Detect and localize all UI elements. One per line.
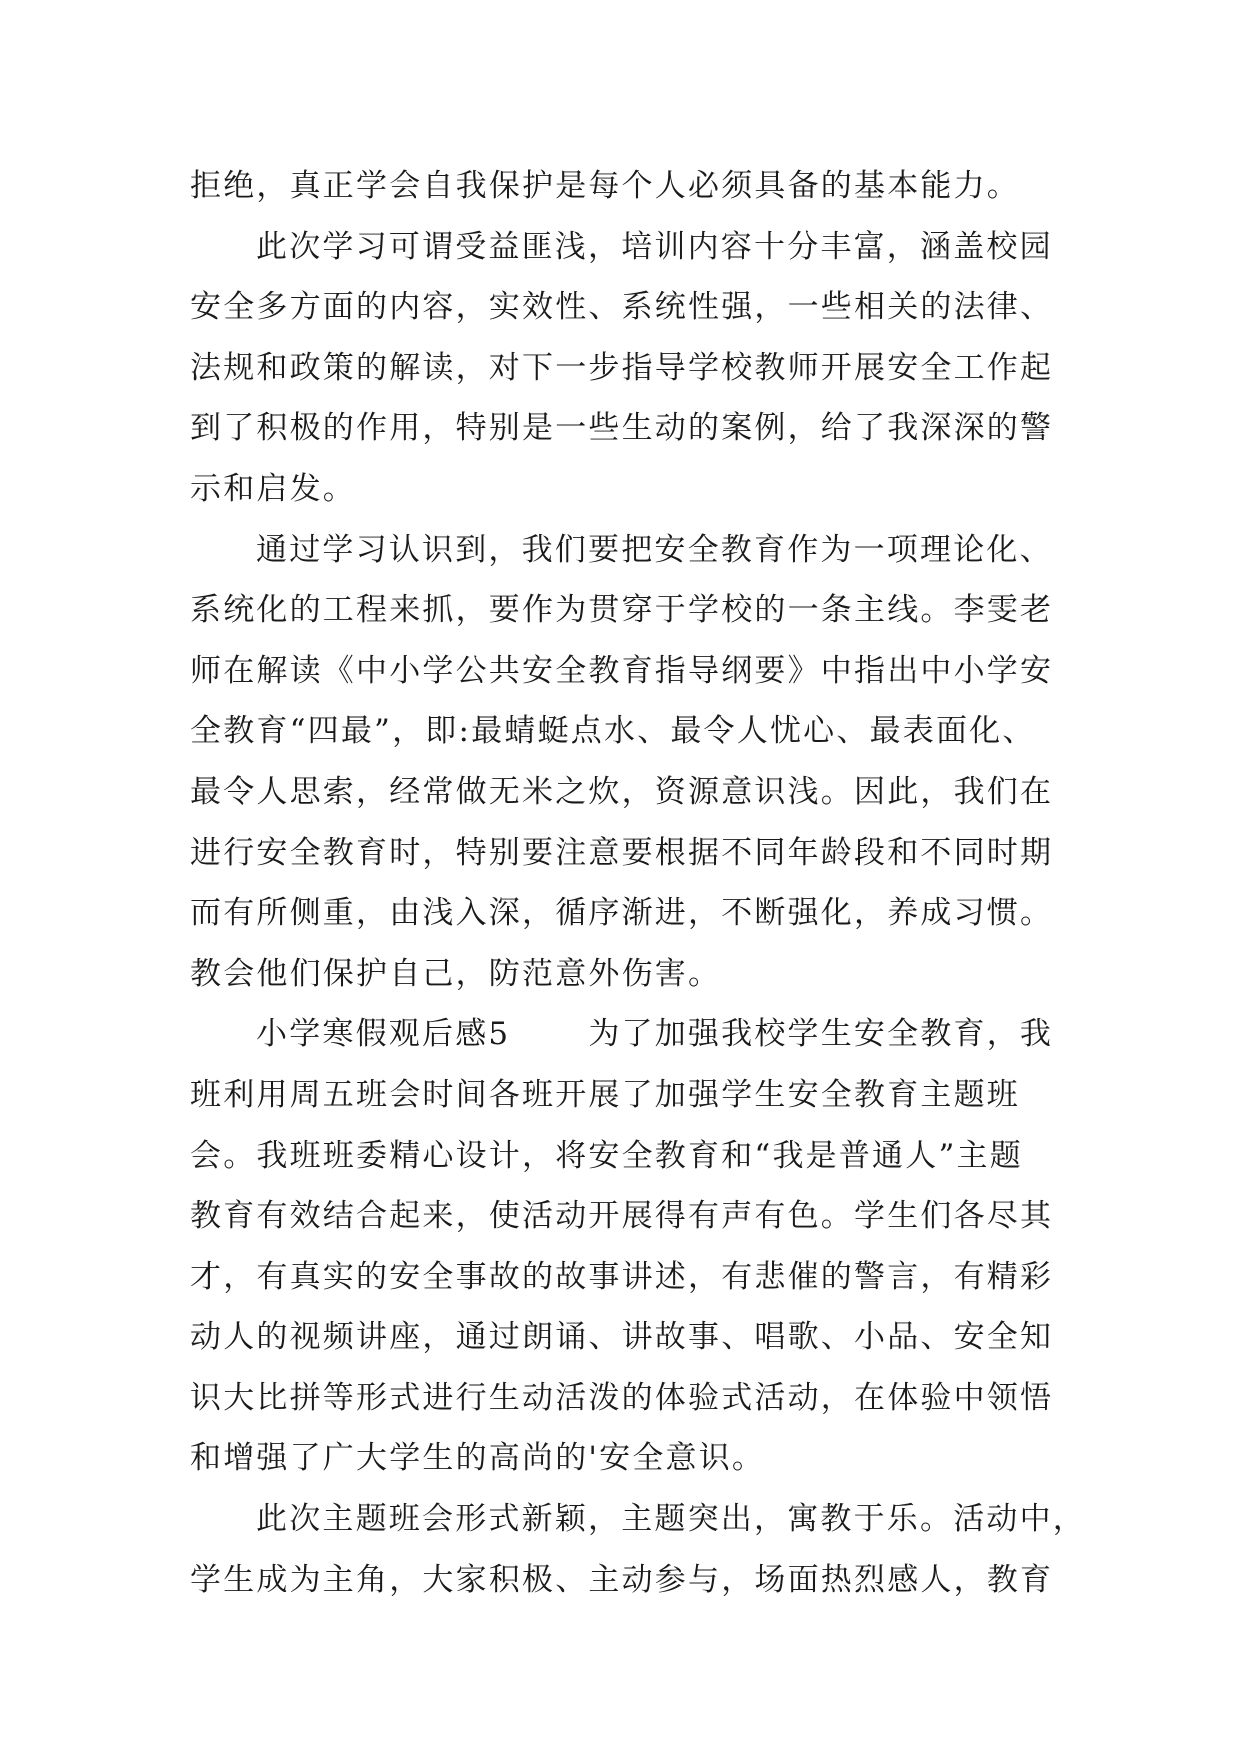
paragraph-3 [190,520,1090,1005]
text-line: 师在解读《中小学公共安全教育指导纲要》中指出中小学安 [190,652,1054,689]
text-line: 此次学习可谓受益匪浅，培训内容十分丰富，涵盖校园 [256,228,1053,265]
text-line: 和增强了广大学生的高尚的'安全意识。 [190,1440,766,1477]
text-line-with-heading [190,1004,1090,1065]
text-line: 拒绝，真正学会自我保护是每个人必须具备的基本能力。 [190,168,1020,204]
text-line: 进行安全教育时，特别要注意要根据不同年龄段和不同时期 [190,834,1054,871]
text-line: 才，有真实的安全事故的故事讲述，有悲催的警言，有精彩 [190,1258,1054,1295]
paragraph-5 [190,1489,1090,1610]
text-line: 会。我班班委精心设计，将安全教育和“我是普通人”主题 [190,1137,1023,1174]
text-line: 安全多方面的内容，实效性、系统性强，一些相关的法律、 [190,289,1054,326]
text-line: 动人的视频讲座，通过朗诵、讲故事、唱歌、小品、安全知 [190,1319,1054,1356]
text-line: 识大比拼等形式进行生动活泼的体验式活动，在体验中领悟 [190,1379,1054,1416]
text-line: 系统化的工程来抓，要作为贯穿于学校的一条主线。李雯老 [190,592,1054,629]
text-line: 而有所侧重，由浅入深，循序渐进，不断强化，养成习惯。 [190,895,1054,932]
text-line: 教会他们保护自己，防范意外伤害。 [190,955,722,992]
document-body [190,156,1090,1610]
text-line: 到了积极的作用，特别是一些生动的案例，给了我深深的警 [190,410,1054,447]
text-line: 此次主题班会形式新颖，主题突出，寓教于乐。活动中， [256,1501,1086,1538]
text-segment: 为了加强我校学生安全教育，我 [588,1016,1054,1053]
text-line: 教育有效结合起来，使活动开展得有声有色。学生们各尽其 [190,1198,1054,1235]
paragraph-2 [190,217,1090,520]
text-line: 最令人思索，经常做无米之炊，资源意识浅。因此，我们在 [190,773,1054,810]
text-line: 法规和政策的解读，对下一步指导学校教师开展安全工作起 [190,349,1054,386]
section-heading: 小学寒假观后感5 [256,1016,511,1053]
text-line: 示和启发。 [190,470,356,507]
text-line: 学生成为主角，大家积极、主动参与，场面热烈感人，教育 [190,1561,1054,1598]
paragraph-4 [190,1004,1090,1489]
text-line: 班利用周五班会时间各班开展了加强学生安全教育主题班 [190,1076,1020,1113]
text-line: 全教育“四最”，即:最蜻蜓点水、最令人忧心、最表面化、 [190,713,1036,750]
paragraph-1 [190,156,1090,217]
text-line: 通过学习认识到，我们要把安全教育作为一项理论化、 [256,531,1053,568]
